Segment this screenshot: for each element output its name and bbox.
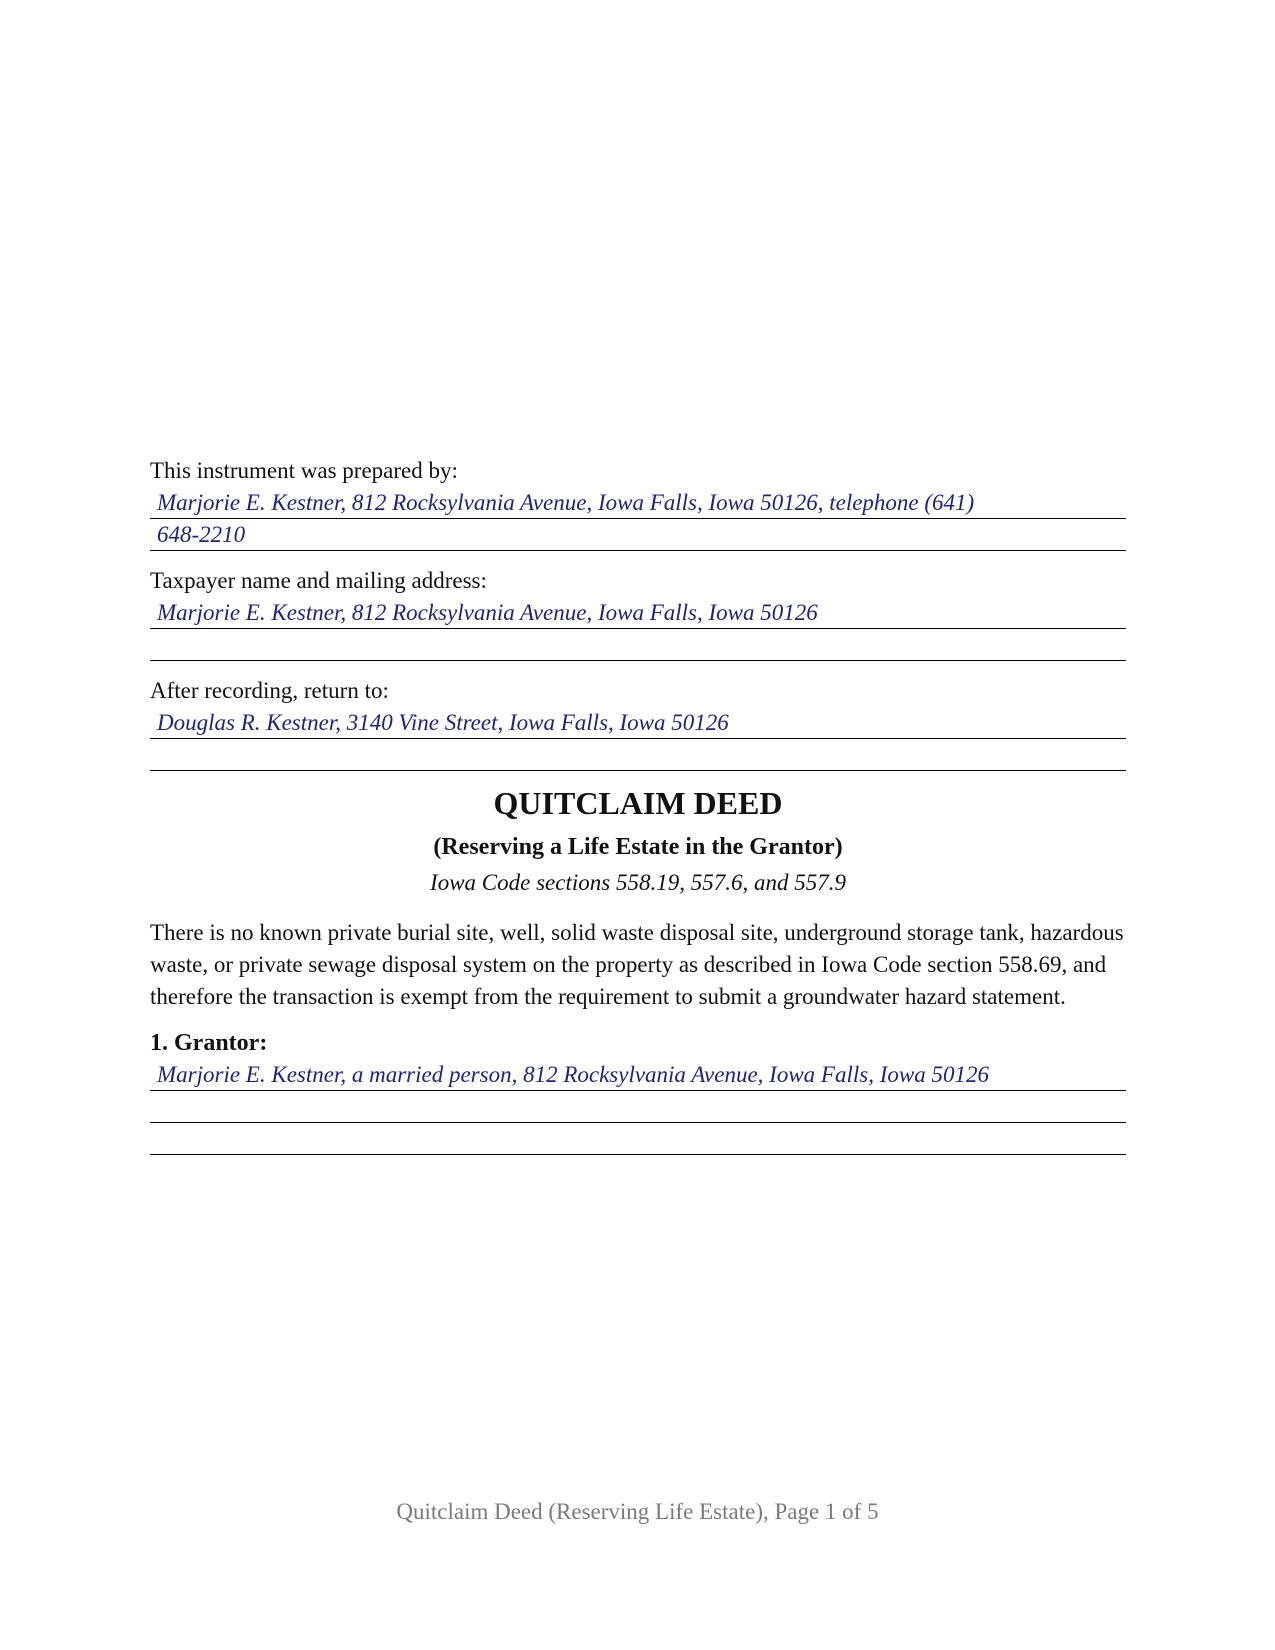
preparer-label: This instrument was prepared by: (150, 458, 458, 483)
taxpayer-line-1[interactable]: Marjorie E. Kestner, 812 Rocksylvania Avenue, Iowa Falls, Iowa 50126 (150, 597, 1126, 629)
preparer-line-2[interactable]: 648-2210 (150, 519, 1126, 551)
document-content (150, 455, 1126, 1155)
document-subtitle: (Reserving a Life Estate in the Grantor) (433, 834, 843, 860)
taxpayer-label: Taxpayer name and mailing address: (150, 568, 487, 593)
grantor-line-1[interactable]: Marjorie E. Kestner, a married person, 812 Rocksylvania Avenue, Iowa Falls, Iowa 50126 (150, 1059, 1126, 1091)
taxpayer-line-2[interactable] (150, 629, 1126, 661)
grantor-line-2[interactable] (150, 1091, 1126, 1123)
return-to-section (150, 675, 1126, 771)
spacer (150, 661, 1126, 675)
return-to-label: After recording, return to: (150, 678, 389, 703)
page-footer: Quitclaim Deed (Reserving Life Estate), Page 1 of 5 (396, 1499, 879, 1524)
groundwater-statement: There is no known private burial site, well, solid waste disposal site, underground storage tank, hazardous waste, or private sewage disposal system on the property as described in Iowa Code section 558.69, and therefore the transaction is exempt from the requirement to submit a groundwater hazard statement. (150, 920, 1124, 1009)
grantor-heading: 1. Grantor: (150, 1030, 268, 1056)
return-to-line-1[interactable]: Douglas R. Kestner, 3140 Vine Street, Iowa Falls, Iowa 50126 (150, 707, 1126, 739)
spacer (150, 551, 1126, 565)
taxpayer-section (150, 565, 1126, 661)
grantor-section (150, 1027, 1126, 1155)
preparer-section (150, 455, 1126, 551)
document-title: QUITCLAIM DEED (493, 785, 783, 821)
grantor-line-3[interactable] (150, 1123, 1126, 1155)
code-reference: Iowa Code sections 558.19, 557.6, and 557.9 (430, 870, 846, 895)
preparer-line-1[interactable]: Marjorie E. Kestner, 812 Rocksylvania Avenue, Iowa Falls, Iowa 50126, telephone (641) (150, 487, 1126, 519)
return-to-line-2[interactable] (150, 739, 1126, 771)
